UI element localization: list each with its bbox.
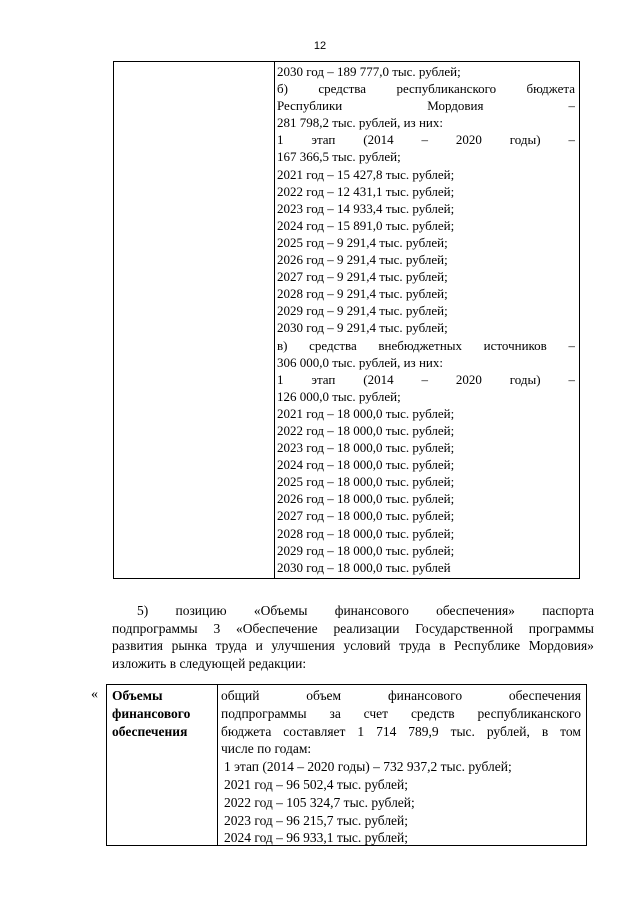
text-line: 167 366,5 тыс. рублей; xyxy=(277,149,401,165)
paragraph-line: развития рынка труда и улучшения условий труда в Республике Мордовия» xyxy=(112,638,594,653)
row-header-cell xyxy=(112,687,212,741)
opening-quote-mark: « xyxy=(91,687,98,702)
text-line: 2024 год – 96 933,1 тыс. рублей; xyxy=(224,830,409,846)
row-header-line: Объемы xyxy=(112,688,163,703)
text-line: 2026 год – 9 291,4 тыс. рублей; xyxy=(277,252,448,268)
text-line: 2023 год – 14 933,4 тыс. рублей; xyxy=(277,200,455,216)
funding-volume-table xyxy=(106,684,587,846)
text-line: 2024 год – 18 000,0 тыс. рублей; xyxy=(277,457,455,473)
text-line: 2026 год – 18 000,0 тыс. рублей; xyxy=(277,491,455,507)
text-line: б) средства республиканского бюджета xyxy=(277,81,575,97)
text-line: 2027 год – 18 000,0 тыс. рублей; xyxy=(277,508,455,524)
text-line: 1 этап (2014 – 2020 годы) – xyxy=(277,132,575,148)
funding-table-continued xyxy=(113,61,580,579)
text-line: 306 000,0 тыс. рублей, из них: xyxy=(277,354,443,370)
funding-volume-cell xyxy=(221,687,581,847)
text-line: 1 этап (2014 – 2020 годы) – xyxy=(277,371,575,387)
text-line: 2030 год – 9 291,4 тыс. рублей; xyxy=(277,320,448,336)
text-line: 2022 год – 18 000,0 тыс. рублей; xyxy=(277,422,455,438)
column-divider xyxy=(274,62,275,578)
funding-details-cell xyxy=(277,63,575,576)
text-line: 281 798,2 тыс. рублей, из них: xyxy=(277,115,443,131)
text-line: 2021 год – 96 502,4 тыс. рублей; xyxy=(224,776,409,792)
text-line: 2021 год – 18 000,0 тыс. рублей; xyxy=(277,405,455,421)
text-line: 1 этап (2014 – 2020 годы) – 732 937,2 тыс. рублей; xyxy=(224,759,512,775)
text-line: 2027 год – 9 291,4 тыс. рублей; xyxy=(277,269,448,285)
text-line: 2028 год – 18 000,0 тыс. рублей; xyxy=(277,525,455,541)
text-line: 2023 год – 18 000,0 тыс. рублей; xyxy=(277,440,455,456)
text-line: 2029 год – 18 000,0 тыс. рублей; xyxy=(277,542,455,558)
row-header-line: финансового xyxy=(112,706,191,721)
text-line: 126 000,0 тыс. рублей; xyxy=(277,388,401,404)
text-line: подпрограммы за счет средств республиканского xyxy=(221,705,581,721)
paragraph-line: подпрограммы 3 «Обеспечение реализации Государственной программы xyxy=(112,620,594,636)
text-line: 2021 год – 15 427,8 тыс. рублей; xyxy=(277,166,455,182)
row-header-line: обеспечения xyxy=(112,724,188,739)
text-line: в) средства внебюджетных источников – xyxy=(277,337,575,353)
text-line: числе по годам: xyxy=(221,741,312,757)
text-line: 2025 год – 9 291,4 тыс. рублей; xyxy=(277,234,448,250)
text-line: 2024 год – 15 891,0 тыс. рублей; xyxy=(277,217,455,233)
text-line: 2023 год – 96 215,7 тыс. рублей; xyxy=(224,812,409,828)
paragraph-line: изложить в следующей редакции: xyxy=(112,655,307,671)
text-line: бюджета составляет 1 714 789,9 тыс. рублей, в том xyxy=(221,723,581,739)
text-line: 2030 год – 18 000,0 тыс. рублей xyxy=(277,559,451,575)
text-line: Республики Мордовия – xyxy=(277,98,575,114)
column-divider xyxy=(217,685,218,845)
amendment-paragraph xyxy=(112,602,594,672)
paragraph-line: 5) позицию «Объемы финансового обеспечения» паспорта xyxy=(137,603,594,618)
text-line: общий объем финансового обеспечения xyxy=(221,688,581,703)
text-line: 2025 год – 18 000,0 тыс. рублей; xyxy=(277,474,455,490)
text-line: 2029 год – 9 291,4 тыс. рублей; xyxy=(277,303,448,319)
text-line: 2030 год – 189 777,0 тыс. рублей; xyxy=(277,64,461,79)
text-line: 2028 год – 9 291,4 тыс. рублей; xyxy=(277,286,448,302)
text-line: 2022 год – 105 324,7 тыс. рублей; xyxy=(224,794,415,810)
page-number: 12 xyxy=(313,40,327,52)
text-line: 2022 год – 12 431,1 тыс. рублей; xyxy=(277,183,455,199)
